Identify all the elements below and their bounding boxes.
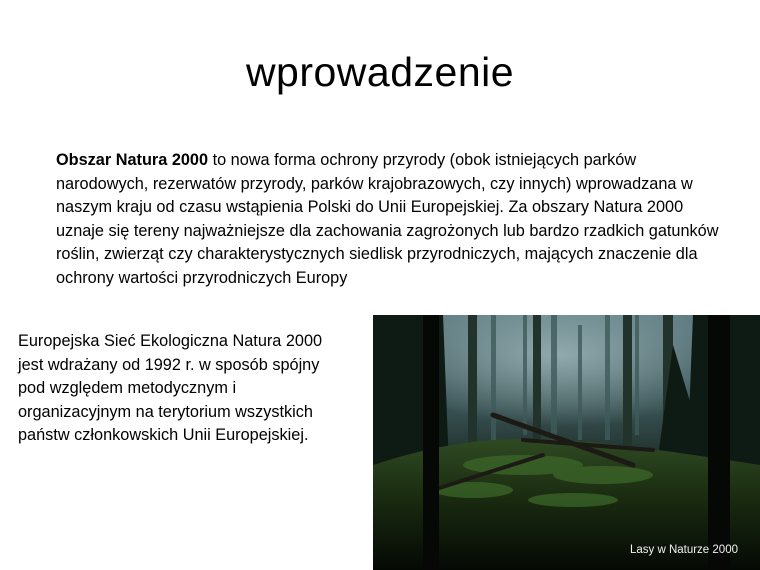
forest-image (373, 315, 760, 570)
photo-caption: Lasy w Naturze 2000 (629, 544, 738, 556)
forest-photo (373, 315, 760, 570)
intro-text: to nowa forma ochrony przyrody (obok istniejących parków narodowych, rezerwatów przyrody, parków krajobrazowych, czy innych) wprowadzana w naszym kraju od czasu wstąpienia Polski do Unii Europejskiej. Za obszary Natura 2000 uznaje się tereny najważniejsze dla zachowania zagrożonych lub bardzo rzadkich gatunków roślin, zwierząt czy charakterystycznych siedlisk przyrodniczych, mających znaczenie dla ochrony wartości przyrodniczych Europy (56, 151, 719, 287)
intro-paragraph (56, 149, 732, 290)
slide-title: wprowadzenie (245, 49, 515, 95)
intro-bold-term: Obszar Natura 2000 (56, 151, 209, 169)
network-note: Europejska Sieć Ekologiczna Natura 2000 jest wdrażany od 1992 r. w sposób spójny pod względem metodycznym i organizacyjnym na terytorium wszystkich państw członkowskich Unii Europejskiej. (18, 332, 323, 444)
